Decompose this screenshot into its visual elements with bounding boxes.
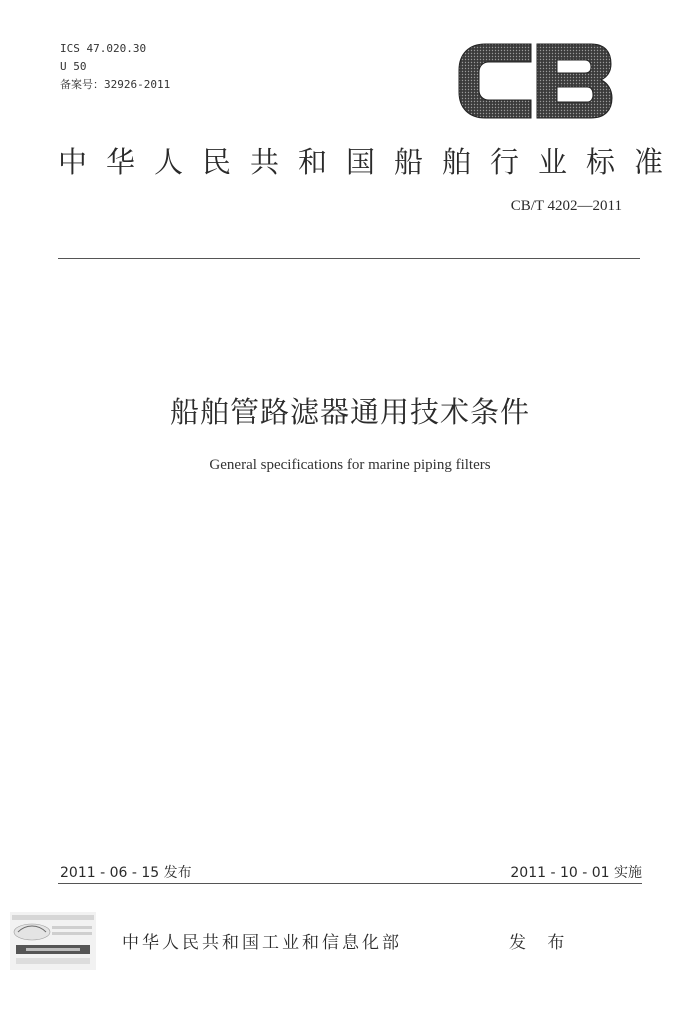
effective-date: 2011 - 10 - 01 实施 [510,865,642,881]
document-meta [60,40,170,94]
issue-date: 2011 - 06 - 15 发布 [60,865,192,881]
document-title-zh: 船舶管路滤器通用技术条件 [169,395,530,429]
publisher-name: 中华人民共和国工业和信息化部 [122,933,402,953]
classification-code: U 50 [60,60,87,73]
bottom-divider [58,883,642,884]
ics-code: ICS 47.020.30 [60,42,147,55]
publish-label: 发 布 [509,933,573,953]
filing-number: 备案号：32926-2011 [60,78,171,91]
anti-counterfeit-stamp-icon [10,912,96,970]
header-title: 中华人民共和国船舶行业标准 [58,145,683,179]
cb-logo-icon [455,40,615,122]
document-title-en: General specifications for marine piping filters [209,457,491,473]
standard-number: CB/T 4202—2011 [510,198,622,214]
top-divider [58,258,640,259]
